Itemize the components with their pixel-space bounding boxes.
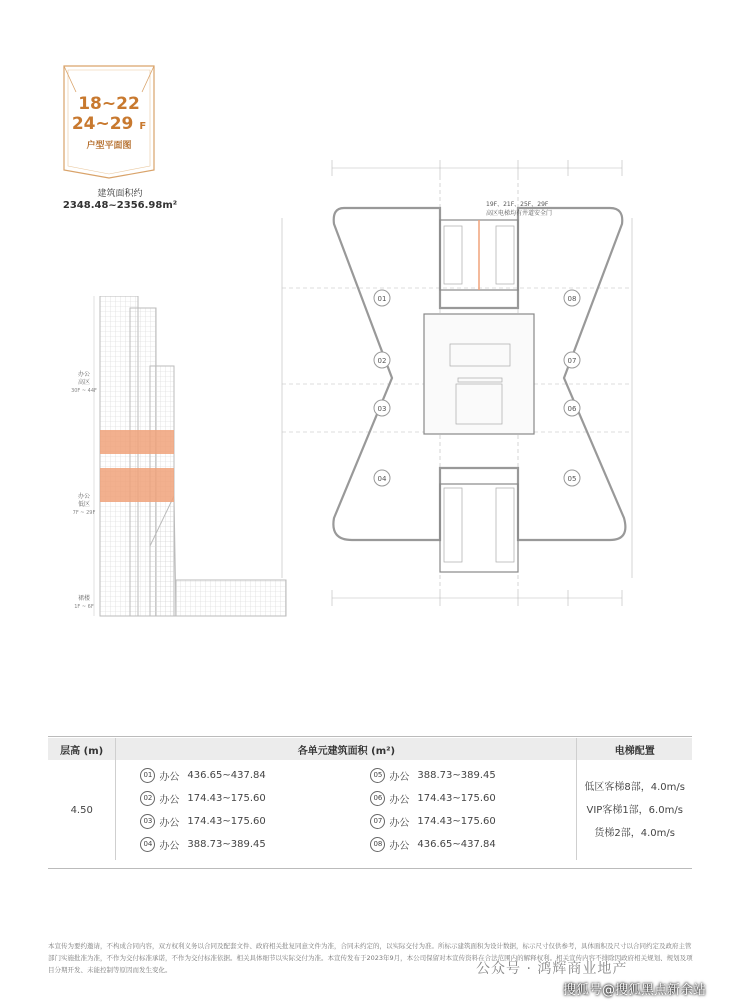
unit-number-icon: 02 bbox=[140, 791, 155, 806]
zone-high-title: 办公 bbox=[77, 371, 91, 378]
unit-type: 办公 bbox=[159, 841, 180, 852]
elevator-list bbox=[577, 760, 692, 860]
plan-unit-08: 08 bbox=[567, 295, 577, 303]
plan-note-line1: 19F、21F、25F、29F bbox=[486, 201, 549, 208]
unit-area: 388.73~389.45 bbox=[187, 839, 266, 850]
unit-type: 办公 bbox=[159, 818, 180, 829]
unit-number-icon: 06 bbox=[370, 791, 385, 806]
floor-height-value: 4.50 bbox=[48, 760, 116, 860]
badge-floors-line1: 18~22 bbox=[78, 94, 140, 114]
area-label: 建筑面积约 bbox=[97, 189, 143, 199]
badge-subtitle: 户型平面图 bbox=[86, 141, 132, 151]
badge-floors-line2: 24~29 F bbox=[71, 114, 147, 134]
header-elevator: 电梯配置 bbox=[577, 738, 692, 760]
plan-unit-07: 07 bbox=[567, 357, 577, 365]
zone-high-range: 30F ~ 44F bbox=[71, 388, 97, 394]
plan-note-line2: 高区电梯均有井道安全门 bbox=[486, 210, 553, 217]
elevator-freight: 货梯2部，4.0m/s bbox=[594, 827, 675, 839]
unit-area: 436.65~437.84 bbox=[187, 770, 266, 781]
unit-type: 办公 bbox=[159, 795, 180, 806]
unit-number-icon: 01 bbox=[140, 768, 155, 783]
highlight-band-lower bbox=[100, 468, 174, 502]
table-row bbox=[116, 833, 576, 856]
unit-number-icon: 07 bbox=[370, 814, 385, 829]
table-bottom-rule bbox=[48, 868, 692, 869]
floor-plan bbox=[272, 148, 652, 638]
floor-badge bbox=[58, 62, 160, 180]
elevator-low-zone: 低区客梯8部，4.0m/s bbox=[584, 781, 685, 793]
table-row bbox=[116, 810, 576, 833]
elevator-vip: VIP客梯1部，6.0m/s bbox=[586, 804, 683, 816]
header-unit-area: 各单元建筑面积 (m²) bbox=[116, 738, 577, 760]
plan-unit-05: 05 bbox=[567, 475, 577, 483]
unit-type: 办公 bbox=[389, 818, 410, 829]
highlight-band-upper bbox=[100, 430, 174, 454]
watermark-wechat: 公众号 · 鸿辉商业地产 bbox=[476, 961, 628, 977]
unit-type: 办公 bbox=[389, 772, 410, 783]
core bbox=[424, 314, 534, 434]
plan-unit-03: 03 bbox=[377, 405, 387, 413]
watermark-sohu: 搜狐号@搜狐黑点新余站 bbox=[563, 983, 707, 998]
plan-unit-04: 04 bbox=[377, 475, 387, 483]
unit-area: 174.43~175.60 bbox=[187, 816, 266, 827]
table-row bbox=[116, 764, 576, 787]
spec-table bbox=[48, 738, 692, 860]
disclaimer-text: 本宣传为要约邀请，不构成合同内容，双方权利义务以合同及配套文件、政府相关批复同意文件为准，合同未约定的，以实际交付为准。所标示建筑面积为设计数据，标示尺寸仅供参考，具体面积及尺寸以合同约定及政府主管部门实施批准为准，不作为交付标准承诺，不作为交付标准依据。相关具体细节以实际交付为准。本宣传发布于2023年9月，本公司保留对本宣传资料在合法范围内的解释权利。相关宣传内容不排除因政府相关规划、规划及项目分期开发、未能控制等原因而发生变化。 bbox=[48, 942, 693, 974]
unit-number-icon: 05 bbox=[370, 768, 385, 783]
unit-number-icon: 08 bbox=[370, 837, 385, 852]
zone-base-range: 1F ~ 6F bbox=[74, 604, 94, 610]
zone-low-title: 办公 bbox=[77, 493, 91, 500]
unit-type: 办公 bbox=[159, 772, 180, 783]
header-floor-height: 层高 (m) bbox=[48, 738, 116, 760]
unit-type: 办公 bbox=[389, 795, 410, 806]
building-elevation bbox=[60, 296, 290, 636]
unit-number-icon: 04 bbox=[140, 837, 155, 852]
unit-number-icon: 03 bbox=[140, 814, 155, 829]
plan-unit-02: 02 bbox=[377, 357, 387, 365]
zone-low-range: 7F ~ 29F bbox=[72, 510, 96, 516]
zone-high-sub: 高区 bbox=[77, 379, 91, 386]
plan-unit-06: 06 bbox=[567, 405, 577, 413]
plan-unit-01: 01 bbox=[377, 295, 387, 303]
unit-area: 436.65~437.84 bbox=[417, 839, 496, 850]
unit-type: 办公 bbox=[389, 841, 410, 852]
unit-area: 174.43~175.60 bbox=[417, 793, 496, 804]
unit-area: 174.43~175.60 bbox=[417, 816, 496, 827]
area-value: 2348.48~2356.98m² bbox=[62, 200, 178, 211]
unit-area: 388.73~389.45 bbox=[417, 770, 496, 781]
zone-low-sub: 低区 bbox=[77, 501, 91, 508]
zone-base-title: 裙楼 bbox=[77, 595, 91, 602]
unit-area: 174.43~175.60 bbox=[187, 793, 266, 804]
table-top-rule bbox=[48, 736, 692, 737]
unit-area-list bbox=[116, 760, 577, 860]
table-row bbox=[116, 787, 576, 810]
